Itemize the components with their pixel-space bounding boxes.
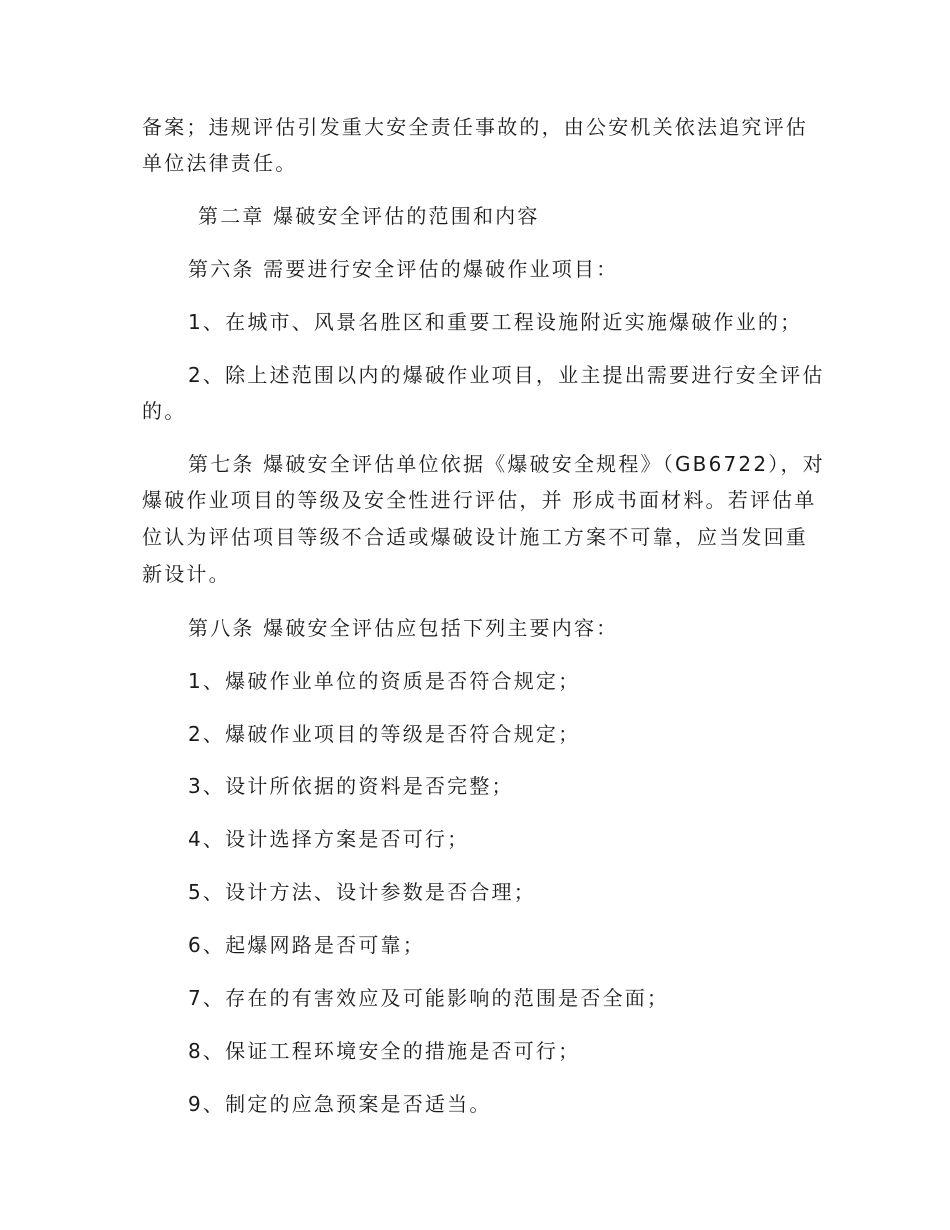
list-item: 5、设计方法、设计参数是否合理；	[188, 880, 536, 904]
list-item: 3、设计所依据的资料是否完整；	[188, 774, 514, 798]
list-item-continuation: 的。	[142, 399, 187, 423]
paragraph-line: 备案；违规评估引发重大安全责任事故的，由公安机关依法追究评估	[142, 115, 808, 139]
list-item: 2、除上述范围以内的爆破作业项目，业主提出需要进行安全评估	[188, 363, 825, 387]
list-item: 6、起爆网路是否可靠；	[188, 933, 425, 957]
paragraph-line: 单位法律责任。	[142, 151, 298, 175]
paragraph-line: 新设计。	[142, 562, 231, 586]
chapter-heading: 第二章 爆破安全评估的范围和内容	[198, 204, 540, 228]
list-item: 9、制定的应急预案是否适当。	[188, 1092, 492, 1116]
list-item: 8、保证工程环境安全的措施是否可行；	[188, 1039, 581, 1063]
list-item: 4、设计选择方案是否可行；	[188, 827, 470, 851]
paragraph-line: 位认为评估项目等级不合适或爆破设计施工方案不可靠，应当发回重	[142, 525, 808, 549]
list-item: 2、爆破作业项目的等级是否符合规定；	[188, 722, 581, 746]
paragraph-line: 爆破作业项目的等级及安全性进行评估，并 形成书面材料。若评估单	[142, 488, 817, 512]
list-item: 1、爆破作业单位的资质是否符合规定；	[188, 669, 581, 693]
article-heading: 第八条 爆破安全评估应包括下列主要内容：	[188, 616, 619, 640]
article-heading: 第六条 需要进行安全评估的爆破作业项目：	[188, 257, 619, 281]
list-item: 1、在城市、风景名胜区和重要工程设施附近实施爆破作业的；	[188, 310, 803, 334]
list-item: 7、存在的有害效应及可能影响的范围是否全面；	[188, 986, 670, 1010]
article-paragraph: 第七条 爆破安全评估单位依据《爆破安全规程》（GB6722），对	[188, 452, 825, 476]
